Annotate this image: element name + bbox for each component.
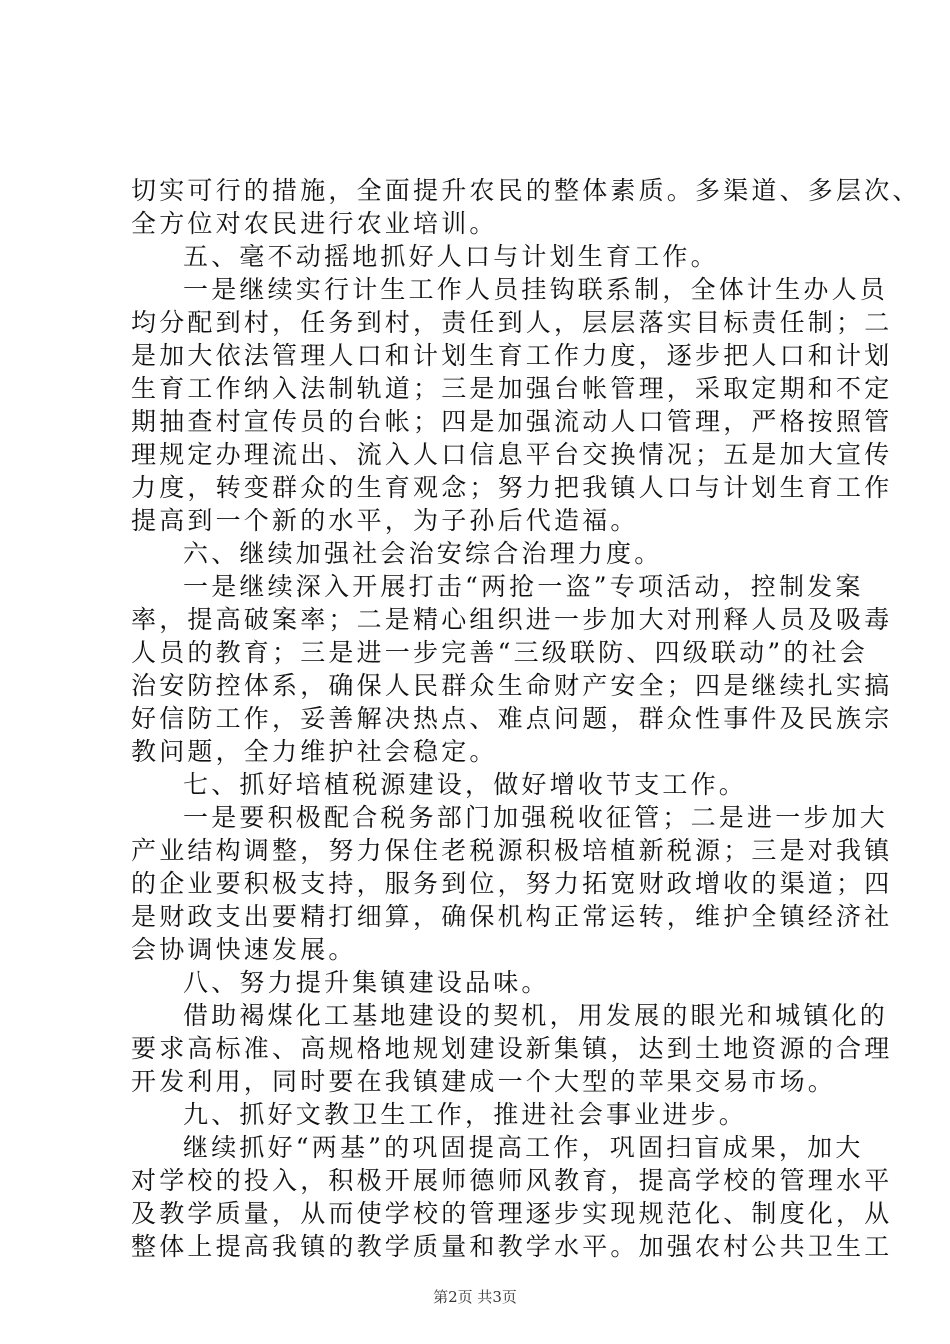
text-line: 对学校的投入，积极开展师德师风教育，提高学校的管理水平 (131, 1166, 893, 1195)
text-line: 均分配到村，任务到村，责任到人，层层落实目标责任制；二 (131, 308, 893, 337)
text-line: 产业结构调整，努力保住老税源积极培植新税源；三是对我镇 (131, 836, 893, 865)
text-line: 一是继续深入开展打击“两抢一盗”专项活动，控制发案 (183, 572, 864, 601)
text-line: 一是继续实行计生工作人员挂钩联系制，全体计生办人员 (183, 275, 889, 304)
text-line: 开发利用，同时要在我镇建成一个大型的苹果交易市场。 (131, 1067, 837, 1096)
text-line: 率，提高破案率；二是精心组织进一步加大对刑释人员及吸毒 (131, 605, 893, 634)
text-line: 理规定办理流出、流入人口信息平台交换情况；五是加大宣传 (131, 440, 893, 469)
text-line: 会协调快速发展。 (131, 935, 357, 964)
text-line: 是财政支出要精打细算，确保机构正常运转，维护全镇经济社 (131, 902, 893, 931)
text-line: 六、继续加强社会治安综合治理力度。 (183, 539, 663, 568)
text-line: 九、抓好文教卫生工作，推进社会事业进步。 (183, 1100, 748, 1129)
page-footer: 第2页 共3页 (433, 1288, 517, 1306)
body-text (131, 174, 921, 1263)
text-line: 七、抓好培植税源建设，做好增收节支工作。 (183, 770, 748, 799)
text-line: 好信防工作，妥善解决热点、难点问题，群众性事件及民族宗 (131, 704, 893, 733)
text-line: 五、毫不动摇地抓好人口与计划生育工作。 (183, 242, 719, 271)
text-line: 力度，转变群众的生育观念；努力把我镇人口与计划生育工作 (131, 473, 893, 502)
text-line: 期抽查村宣传员的台帐；四是加强流动人口管理，严格按照管 (131, 407, 893, 436)
text-line: 切实可行的措施，全面提升农民的整体素质。多渠道、多层次、 (131, 176, 921, 205)
text-line: 的企业要积极支持，服务到位，努力拓宽财政增收的渠道；四 (131, 869, 893, 898)
text-line: 借助褐煤化工基地建设的契机，用发展的眼光和城镇化的 (183, 1001, 889, 1030)
text-line: 治安防控体系，确保人民群众生命财产安全；四是继续扎实搞 (131, 671, 893, 700)
text-line: 整体上提高我镇的教学质量和教学水平。加强农村公共卫生工 (131, 1232, 893, 1261)
text-line: 八、努力提升集镇建设品味。 (183, 968, 550, 997)
text-line: 生育工作纳入法制轨道；三是加强台帐管理，采取定期和不定 (131, 374, 893, 403)
text-line: 教问题，全力维护社会稳定。 (131, 737, 498, 766)
text-line: 全方位对农民进行农业培训。 (131, 209, 498, 238)
text-line: 及教学质量，从而使学校的管理逐步实现规范化、制度化，从 (131, 1199, 893, 1228)
text-line: 人员的教育；三是进一步完善“三级联防、四级联动”的社会 (131, 638, 868, 667)
text-line: 一是要积极配合税务部门加强税收征管；二是进一步加大 (183, 803, 889, 832)
text-line: 提高到一个新的水平，为子孙后代造福。 (131, 506, 639, 535)
text-line: 继续抓好“两基”的巩固提高工作，巩固扫盲成果，加大 (183, 1133, 864, 1162)
text-line: 是加大依法管理人口和计划生育工作力度，逐步把人口和计划 (131, 341, 893, 370)
text-line: 要求高标准、高规格地规划建设新集镇，达到土地资源的合理 (131, 1034, 893, 1063)
